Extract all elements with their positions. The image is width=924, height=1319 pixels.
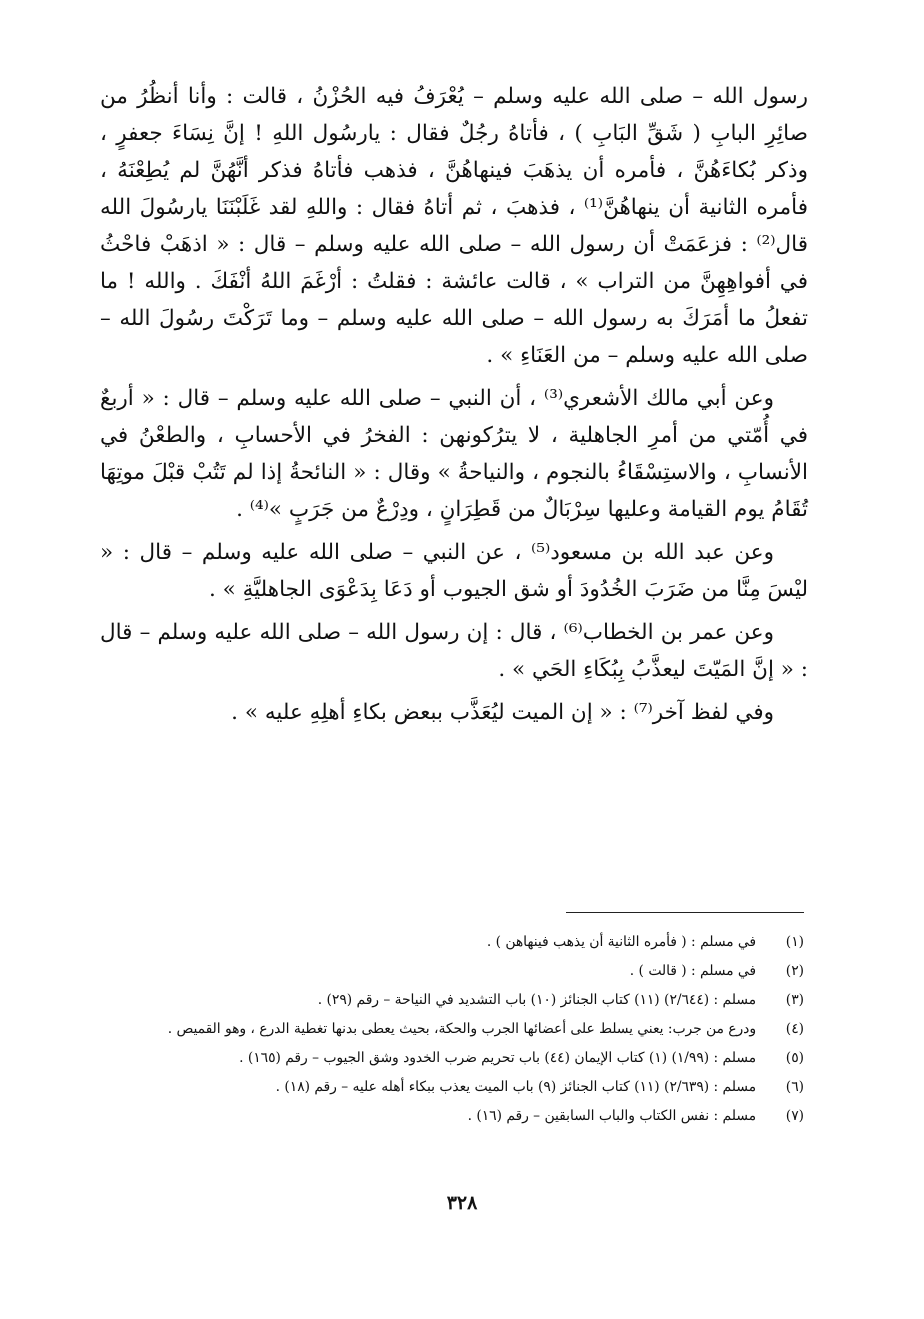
footnotes	[104, 912, 804, 1131]
paragraph: رسول الله – صلى الله عليه وسلم – يُعْرَفُ فيه الحُزْنُ ، قالت : وأنا أنظُرُ من صائِرِ البابِ ( شَقِّ البَابِ ) ، فأتاهُ رجُلٌ فقال : يارسُول اللهِ ! إنَّ نِسَاءَ جعفرٍ ، وذكر بُكاءَهُنَّ ، فأمره أن يذهَبَ فينهاهُنَّ ، فذهب فأتاهُ فذكر أنَّهُنَّ لم يُطِعْنَهُ ، فأمره الثانية أن ينهاهُنَّ⁽¹⁾ ، فذهبَ ، ثم أتاهُ فقال : واللهِ لقد غَلَبْنَنَا يارسُولَ الله قال⁽²⁾ : فزعَمَتْ أن رسول الله – صلى الله عليه وسلم – قال : « اذهَبْ فاحْثُ في أفواهِهِنَّ من التراب » ، قالت عائشة : فقلتُ : أرْغَمَ اللهُ أنْفَكَ . والله ! ما تفعلُ ما أمَرَكَ به رسول الله – صلى الله عليه وسلم – وما تَرَكْتَ رسُولَ الله – صلى الله عليه وسلم – من العَنَاءِ » .	[100, 84, 808, 368]
footnote-item	[104, 986, 804, 1015]
footnote-text: في مسلم : ( قالت ) .	[629, 963, 756, 979]
paragraph: وعن أبي مالك الأشعري⁽³⁾ ، أن النبي – صلى الله عليه وسلم – قال : « أربعٌ في أُمّتي من أمرِ الجاهلية ، لا يترُكونهن : الفخرُ في الأحسابِ ، والطعْنُ في الأنسابِ ، والاستِسْقَاءُ بالنجوم ، والنياحةُ » وقال : « النائحةُ إذا لم تَتُبْ قبْلَ موتِهَا تُقَامُ يوم القيامة وعليها سِرْبَالٌ من قَطِرَانٍ ، ودِرْعٌ من جَرَبٍ »⁽⁴⁾ .	[100, 386, 808, 522]
main-text	[100, 78, 808, 731]
footnote-item	[104, 1044, 804, 1073]
footnote-number: (٦)	[785, 1079, 804, 1095]
footnote-item	[104, 1015, 804, 1044]
footnote-number: (٥)	[785, 1050, 804, 1066]
footnote-divider	[566, 912, 804, 913]
footnote-text: ودرع من جرب: يعني يسلط على أعضائها الجرب والحكة، بحيث يعطى بدنها تغطية الدرع ، وهو القميص .	[167, 1021, 756, 1037]
page-number: ٣٢٨	[446, 1192, 478, 1214]
footnote-number: (٤)	[785, 1021, 804, 1037]
footnote-number: (٧)	[785, 1108, 804, 1124]
footnote-text: مسلم : (١/٩٩) (١) كتاب الإيمان (٤٤) باب تحريم ضرب الخدود وشق الجيوب – رقم (١٦٥) .	[239, 1050, 756, 1066]
paragraph: وعن عبد الله بن مسعود⁽⁵⁾ ، عن النبي – صلى الله عليه وسلم – قال : « ليْسَ مِنَّا من ضَرَبَ الخُدُودَ أو شق الجيوب أو دَعَا بِدَعْوَى الجاهليَّةِ » .	[100, 540, 808, 602]
footnote-text: في مسلم : ( فأمره الثانية أن يذهب فينهاهن ) .	[486, 934, 756, 950]
footnote-number: (١)	[785, 934, 804, 950]
footnote-text: مسلم : (٢/٦٤٤) (١١) كتاب الجنائز (١٠) باب التشديد في النياحة – رقم (٢٩) .	[317, 992, 756, 1008]
paragraph: وفي لفظ آخر⁽⁷⁾ : « إن الميت ليُعَذَّب ببعض بكاءِ أهلِهِ عليه » .	[231, 700, 774, 725]
footnote-item	[104, 957, 804, 986]
footnote-item	[104, 928, 804, 957]
footnote-item	[104, 1102, 804, 1131]
footnote-number: (٢)	[785, 963, 804, 979]
footnote-text: مسلم : (٢/٦٣٩) (١١) كتاب الجنائز (٩) باب الميت يعذب ببكاء أهله عليه – رقم (١٨) .	[275, 1079, 756, 1095]
footnote-number: (٣)	[785, 992, 804, 1008]
footnote-item	[104, 1073, 804, 1102]
paragraph: وعن عمر بن الخطاب⁽⁶⁾ ، قال : إن رسول الله – صلى الله عليه وسلم – قال : « إنَّ المَيّتَ ليعذَّبُ بِبُكَاءِ الحَي » .	[100, 620, 808, 682]
footnote-list	[104, 912, 804, 1131]
footnote-text: مسلم : نفس الكتاب والباب السابقين – رقم (١٦) .	[467, 1108, 756, 1124]
